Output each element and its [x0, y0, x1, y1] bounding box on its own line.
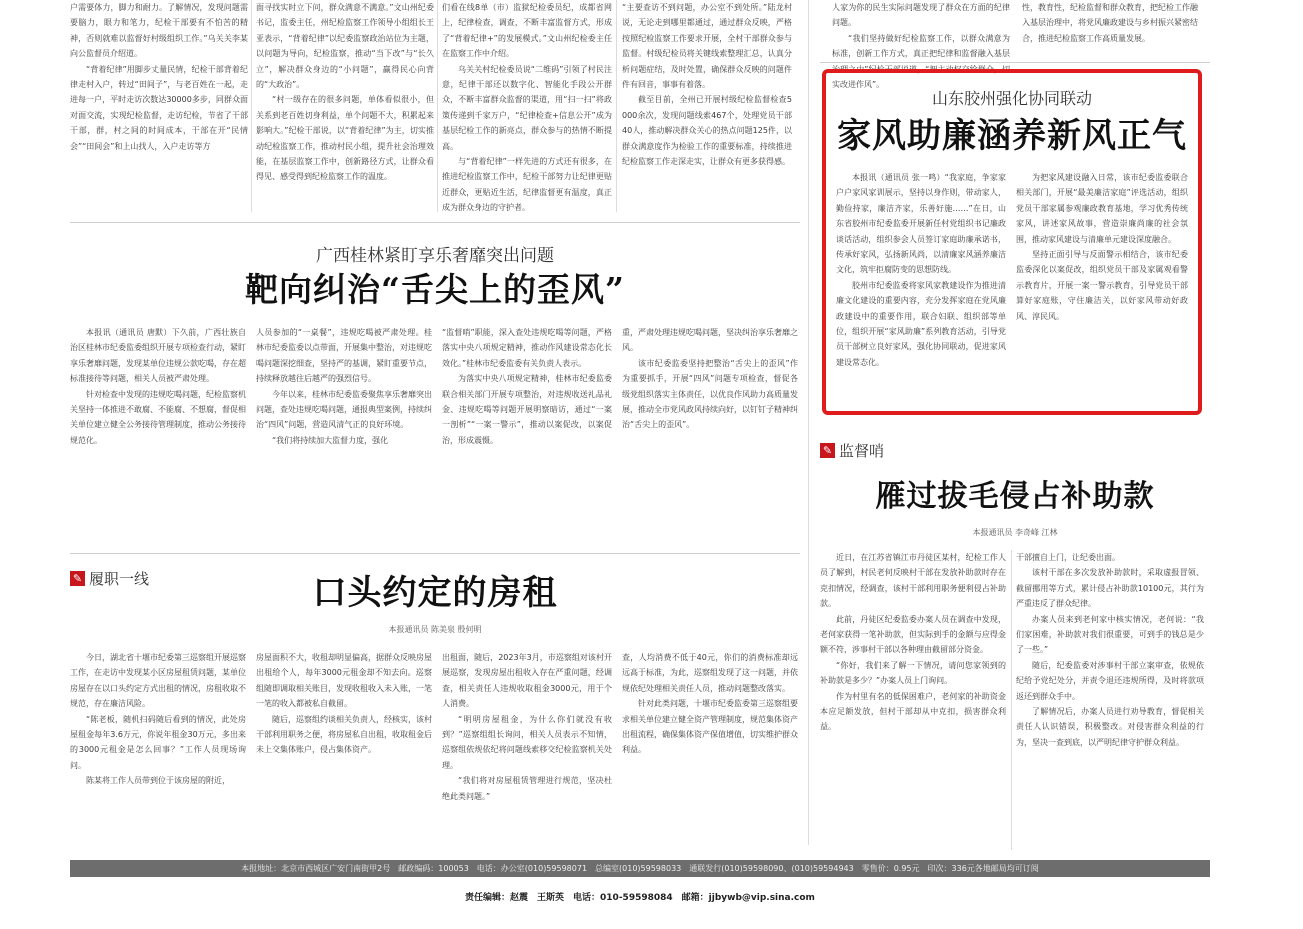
featured-col2-para-1: 为把家风建设融入日常，该市纪委监委联合相关部门，开展“最美廉洁家庭”评选活动，组织党员干部家属参观廉政教育基地，学习优秀传统家风，讲述家风故事，营造崇廉尚廉的社会氛围，推动家风建设与清廉单元建设深度融合。: [1016, 173, 1188, 244]
article1-col1-para-1: 本报讯（通讯员 唐默）下久前，广西壮族自治区桂林市纪委监委组织开展专项检查行动，紧盯享乐奢靡问题，发现某单位违规公款吃喝，存在超标准接待等问题，相关人员被严肃处理。: [70, 328, 246, 384]
section-divider: [70, 553, 800, 554]
article3-col2-para-4: 随后，纪委监委对涉事村干部立案审查，依规依纪给予党纪处分，并责令退还违规所得，及时将款项返还到群众手中。: [1016, 660, 1204, 701]
article3-column-2: [1016, 550, 1204, 850]
top-col3-para-2: 乌关关村纪检委员说“二维码”引领了村民注意，纪律干部还以数字化、智能化手段公开群众，不断丰富群众监督的渠道，用“扫一扫”将政策传递到千家万户，“纪律检查+信息公开”成为基层纪检工作的新亮点，群众参与的热情不断提高。: [442, 64, 612, 151]
featured-kicker: 山东胶州强化协同联动: [931, 89, 1092, 108]
top-col4-para-2: 截至目前，全州已开展村级纪检监督检查5000余次，发现问题线索467个，处理党员干部40人，推动解决群众关心的热点问题125件，以群众满意度作为检验工作的重要标准，持续推进纪检监察工作走深走实，让群众有更多获得感。: [622, 95, 792, 167]
article2-column-1: [70, 650, 246, 850]
article2-headline: 口头约定的房租: [312, 573, 558, 613]
article1-col4-para-1: 重，严肃处理违规吃喝问题，坚决纠治享乐奢靡之风。: [622, 328, 798, 353]
column-divider: [808, 0, 809, 845]
article1-column-1: [70, 325, 246, 540]
top-col5-para-2: “我们坚持做好纪检监察工作，以群众满意为标准，创新工作方式，真正把纪律和监督融入基层治理之中”纪检干部说道，“把主动权交给群众，切实改进作风”。: [832, 33, 1010, 90]
editor-info: 责任编辑：赵震 王斯英 电话：010-59598084 邮箱：jjbywb@vip.sina.com: [465, 893, 815, 903]
article3-col1-para-2: 此前，丹徒区纪委监委办案人员在调查中发现，老何家获得一笔补助款，但实际到手的金额与应得金额不符，涉事村干部以各种理由截留部分资金。: [820, 614, 1006, 655]
article2-col4-para-2: 针对此类问题，十堰市纪委监委第三巡察组要求相关单位建立健全资产管理制度，规范集体资产出租流程，确保集体资产保值增值，切实维护群众利益。: [622, 699, 798, 755]
article2-col1-para-3: 陈某将工作人员带到位于该房屋的附近，: [86, 776, 230, 786]
top-column-4: [622, 0, 792, 212]
column-divider: [251, 0, 252, 212]
article3-column-1: [820, 550, 1006, 850]
article3-col1-para-3: “你好，我们来了解一下情况，请问您家领到的补助款是多少？”办案人员上门询问。: [820, 660, 1006, 686]
article2-column-4: [622, 650, 798, 850]
top-column-2: [256, 0, 434, 212]
footer-address-bar: 本报地址：北京市西城区广安门南街甲2号 邮政编码：100053 电话：办公室(010)59598071 总编室(010)59598033 通联发行(010)59598090、(010)59594943 零售价：0.95元 印次：336元各地邮局均可订阅: [70, 860, 1210, 877]
top-col3-para-1: 们看在线8单（市）监狱纪检委员纪，成都省网上，纪律检查，调查，不断丰富监督方式，形成了“背着纪律+”的发展模式。”文山州纪检委主任在监察工作中介绍。: [442, 3, 612, 59]
featured-col1-para-2: 胶州市纪委监委将家风家教建设作为推进清廉文化建设的重要内容，充分发挥家庭在党风廉政建设中的重要作用，联合妇联、组织部等单位，组织开展“家风助廉”系列教育活动，引导党员干部树立良好家风，强化协同联动，促进家风建设常态化。: [836, 280, 1006, 367]
column-divider: [616, 0, 617, 212]
article2-col3-para-1: 出租面，随后，2023年3月，市巡察组对该村开展巡察，发现房屋出租收入存在严重问题，经调查，相关责任人违规收取租金3000元，用于个人消费。: [442, 653, 612, 709]
article3-col2-para-3: 办案人员来到老何家中核实情况，老何说：“我们家困难，补助款对我们很重要，可到手的钱总是少了一些。”: [1016, 614, 1204, 655]
article2-col3-para-3: “我们将对房屋租赁管理进行规范，坚决杜绝此类问题。”: [442, 776, 612, 801]
flag-icon: ✎: [70, 571, 85, 586]
article1-col1-para-2: 针对检查中发现的违规吃喝问题，纪检监察机关坚持一体推进不敢腐、不能腐、不想腐，督促相关单位建立健全公务接待管理制度，推动公务接待规范化。: [70, 389, 246, 445]
article2-col3-para-2: “明明房屋租金，为什么你们就没有收到？”巡察组组长询问，相关人员表示不知情，巡察组依规依纪将问题线索移交纪检监察机关处理。: [442, 714, 612, 770]
top-column-3: [442, 0, 612, 212]
top-col4-para-1: “主要查访不到问题，办公室不到处所。”陆龙村说，无论走到哪里都通过，通过群众反映，严格按照纪检监察工作要求开展，全村干部群众参与监督。村级纪检员将关键线索整理汇总，认真分析问题症结，及时处置，确保群众反映的问题件件有回音，事事有着落。: [622, 3, 792, 90]
featured-col2-para-2: 坚持正面引导与反面警示相结合，该市纪委监委深化以案促改，组织党员干部及家属观看警示教育片，开展一案一警示教育，引导党员干部算好家庭账，守住廉洁关，以好家风带动好政风、淳民风。: [1016, 250, 1188, 321]
article1-kicker: 广西桂林紧盯享乐奢靡突出问题: [316, 246, 554, 266]
article2-col2-para-2: 随后，巡察组约谈相关负责人，经核实，该村干部利用职务之便，将房屋私自出租，收取租金后未上交集体账户，侵占集体资产。: [256, 714, 432, 755]
article3-col1-para-1: 近日，在江苏省镇江市丹徒区某村，纪检工作人员了解到，村民老何反映村干部在发放补助款时存在克扣情况，经调查，该村干部利用职务便利侵占补助款。: [820, 553, 1006, 609]
column-divider: [437, 0, 438, 212]
column-divider: [1011, 550, 1012, 850]
article2-column-3: [442, 650, 612, 850]
top-column-5: [832, 0, 1010, 90]
article2-col2-para-1: 房屋面积不大，收租却明显偏高，据群众反映房屋出租给个人，每年3000元租金却不知去向。巡察组随即调取相关账目，发现收租收入未入账，一笔一笔的收入都被私自截留。: [256, 653, 432, 709]
flag-icon: ✎: [820, 443, 835, 458]
article2-col1-para-2: “陈老板，随机扫码随后看到的情况，此处房屋租金每年3.6万元，你说年租金30万元，多出来的3000元租金是怎么回事？”工作人员现场询问。: [70, 714, 246, 770]
featured-column-1: [836, 170, 1006, 400]
top-col2-para-1: 面寻找实时立下问，群众满意不满意。”文山州纪委书记，监委主任，州纪检监察工作领导小组组长王亚表示，“背着纪律”以纪委监察政治站位为主题，以问题为导向，纪检监察，推动“当下改”与“长久立”，解决群众身边的“小问题”，赢得民心向背的“大政治”。: [256, 3, 434, 90]
article1-column-3: [442, 325, 612, 540]
article3-section-label: 监督哨: [839, 442, 885, 460]
featured-col1-para-1: 本报讯（通讯员 张一鸣）“我家庭，争家家户户家风家训展示，坚持以身作则，带动家人，勤俭持家，廉洁齐家，乐善好施……”在日，山东省胶州市纪委监委开展新任村党组织书记廉政谈话活动，组织参会人员签订家庭助廉承诺书，传承好家风，弘扬新风尚，以清廉家风涵养廉洁文化，筑牢拒腐防变的思想防线。: [836, 173, 1006, 275]
featured-headline: 家风助廉涵养新风正气: [837, 116, 1187, 156]
article2-column-2: [256, 650, 432, 850]
article3-col2-para-2: 该村干部在多次发放补助款时，采取虚报冒领、截留挪用等方式，累计侵占补助款10100元，其行为严重违反了群众纪律。: [1016, 568, 1204, 609]
top-col2-para-2: “村一级存在的很多问题，单体看似很小，但关系到老百姓切身利益，单个问题不大，积累起来影响大。”纪检干部说，以“背着纪律”为主，切实推动纪检监察工作，推动村民小组，提升社会治理效能，在基层监察工作中，创新路径方式，让群众看得见、感受得到纪检监察工作的温度。: [256, 95, 434, 182]
article2-col1-para-1: 今日，湖北省十堰市纪委第三巡察组开展巡察工作，在走访中发现某小区房屋租赁问题，某单位房屋存在以口头约定方式出租的情况，房租收取不规范，存在廉洁风险。: [70, 653, 246, 709]
article1-col2-para-1: 人员参加的“一桌餐”，违规吃喝被严肃处理。桂林市纪委监委以点带面，开展集中整治，对违规吃喝问题深挖细查，坚持严的基调，紧盯重要节点，持续释放越往后越严的强烈信号。: [256, 328, 432, 384]
top-col1-para-1: 户需要体力，脚力和耐力。了解情况，发现问题需要脑力，眼力和笔力，纪检干部要有不怕苦的精神，否则就难以监督好村级组织工作。”乌关关李某向公监督员介绍道。: [70, 3, 248, 59]
article1-column-4: [622, 325, 798, 540]
section-divider: [70, 222, 800, 223]
top-col5-para-1: 人家为你的民生实际问题发现了群众在方面的纪律问题。: [832, 3, 1010, 28]
featured-column-2: [1016, 170, 1188, 400]
article3-section-tag: [820, 440, 884, 461]
article1-headline: 靶向纠治“舌尖上的歪风”: [245, 270, 625, 309]
top-column-1: [70, 0, 248, 212]
article1-col4-para-2: 该市纪委监委坚持把整治“舌尖上的歪风”作为重要抓手，开展“四风”问题专项检查，督促各级党组织落实主体责任，以优良作风助力高质量发展，推动全市党风政风持续向好，以钉钉子精神纠治“舌尖上的歪风”。: [622, 358, 798, 430]
article1-col3-para-1: “监督哨”职能，深入查处违规吃喝等问题，严格落实中央八项规定精神，推动作风建设常态化长效化。”桂林市纪委监委有关负责人表示。: [442, 328, 612, 368]
top-column-6: [1022, 0, 1198, 60]
section-divider: [820, 62, 1210, 63]
article3-col2-para-5: 了解情况后，办案人员进行劝导教育，督促相关责任人认识错误，积极整改。对侵害群众利益的行为，坚决一查到底，以严明纪律守护群众利益。: [1016, 707, 1204, 747]
article2-section-label: 履职一线: [89, 570, 150, 588]
top-col3-para-3: 与“背着纪律”一样先进的方式还有很多，在推进纪检监察工作中，纪检干部努力让纪律更贴近群众，更贴近生活，纪律监督更有温度，真正成为群众身边的守护者。: [442, 157, 612, 213]
article2-col4-para-1: 查，人均消费不低于40元，你们的消费标准却远远高于标准，为此，巡察组发现了这一问题，并依规依纪处理相关责任人员，推动问题整改落实。: [622, 653, 798, 693]
top-col6-para-1: 性，教育性，纪检监督和群众教育，把纪检工作融入基层治理中，将党风廉政建设与乡村振兴紧密结合，推进纪检监察工作高质量发展。: [1022, 3, 1198, 43]
article3-col1-para-4: 作为村里有名的低保困难户，老何家的补助资金本应足额发放，但村干部却从中克扣，损害群众利益。: [820, 691, 1006, 732]
article3-headline: 雁过拔毛侵占补助款: [875, 479, 1155, 514]
top-col1-para-2: “背着纪律”用脚步丈量民情，纪检干部背着纪律走村入户，转过“田间子”，与老百姓在一起，走进每一户，平时走访次数达30000多步，同群众面对面交流，实现纪检监督，走访纪检，节省了干部干部，群，村之间的时间成本，干部在开“民情会”“田间会”和上山找人，入户走访等方: [70, 64, 248, 151]
article1-column-2: [256, 325, 432, 540]
article2-byline: 本报通讯员 陈美泉 殷何明: [388, 625, 482, 634]
article3-byline: 本报通讯员 李奇峰 江林: [972, 528, 1058, 537]
article1-col2-para-2: 今年以来，桂林市纪委监委聚焦享乐奢靡突出问题，查处违规吃喝问题，通报典型案例，持续纠治“四风”问题，营造风清气正的良好环境。: [256, 389, 432, 430]
article1-col3-para-2: 为落实中央八项规定精神，桂林市纪委监委联合相关部门开展专项整治，对违规收送礼品礼金、违规吃喝等问题开展明察暗访，通过“一案一剖析”“一案一警示”，推动以案促改，以案促治，形成震慑。: [442, 374, 612, 445]
article1-col2-para-3: “我们将持续加大监督力度，强化: [272, 435, 389, 445]
article3-col2-para-1: 干部擅自上门，让纪委出面。: [1016, 553, 1120, 562]
